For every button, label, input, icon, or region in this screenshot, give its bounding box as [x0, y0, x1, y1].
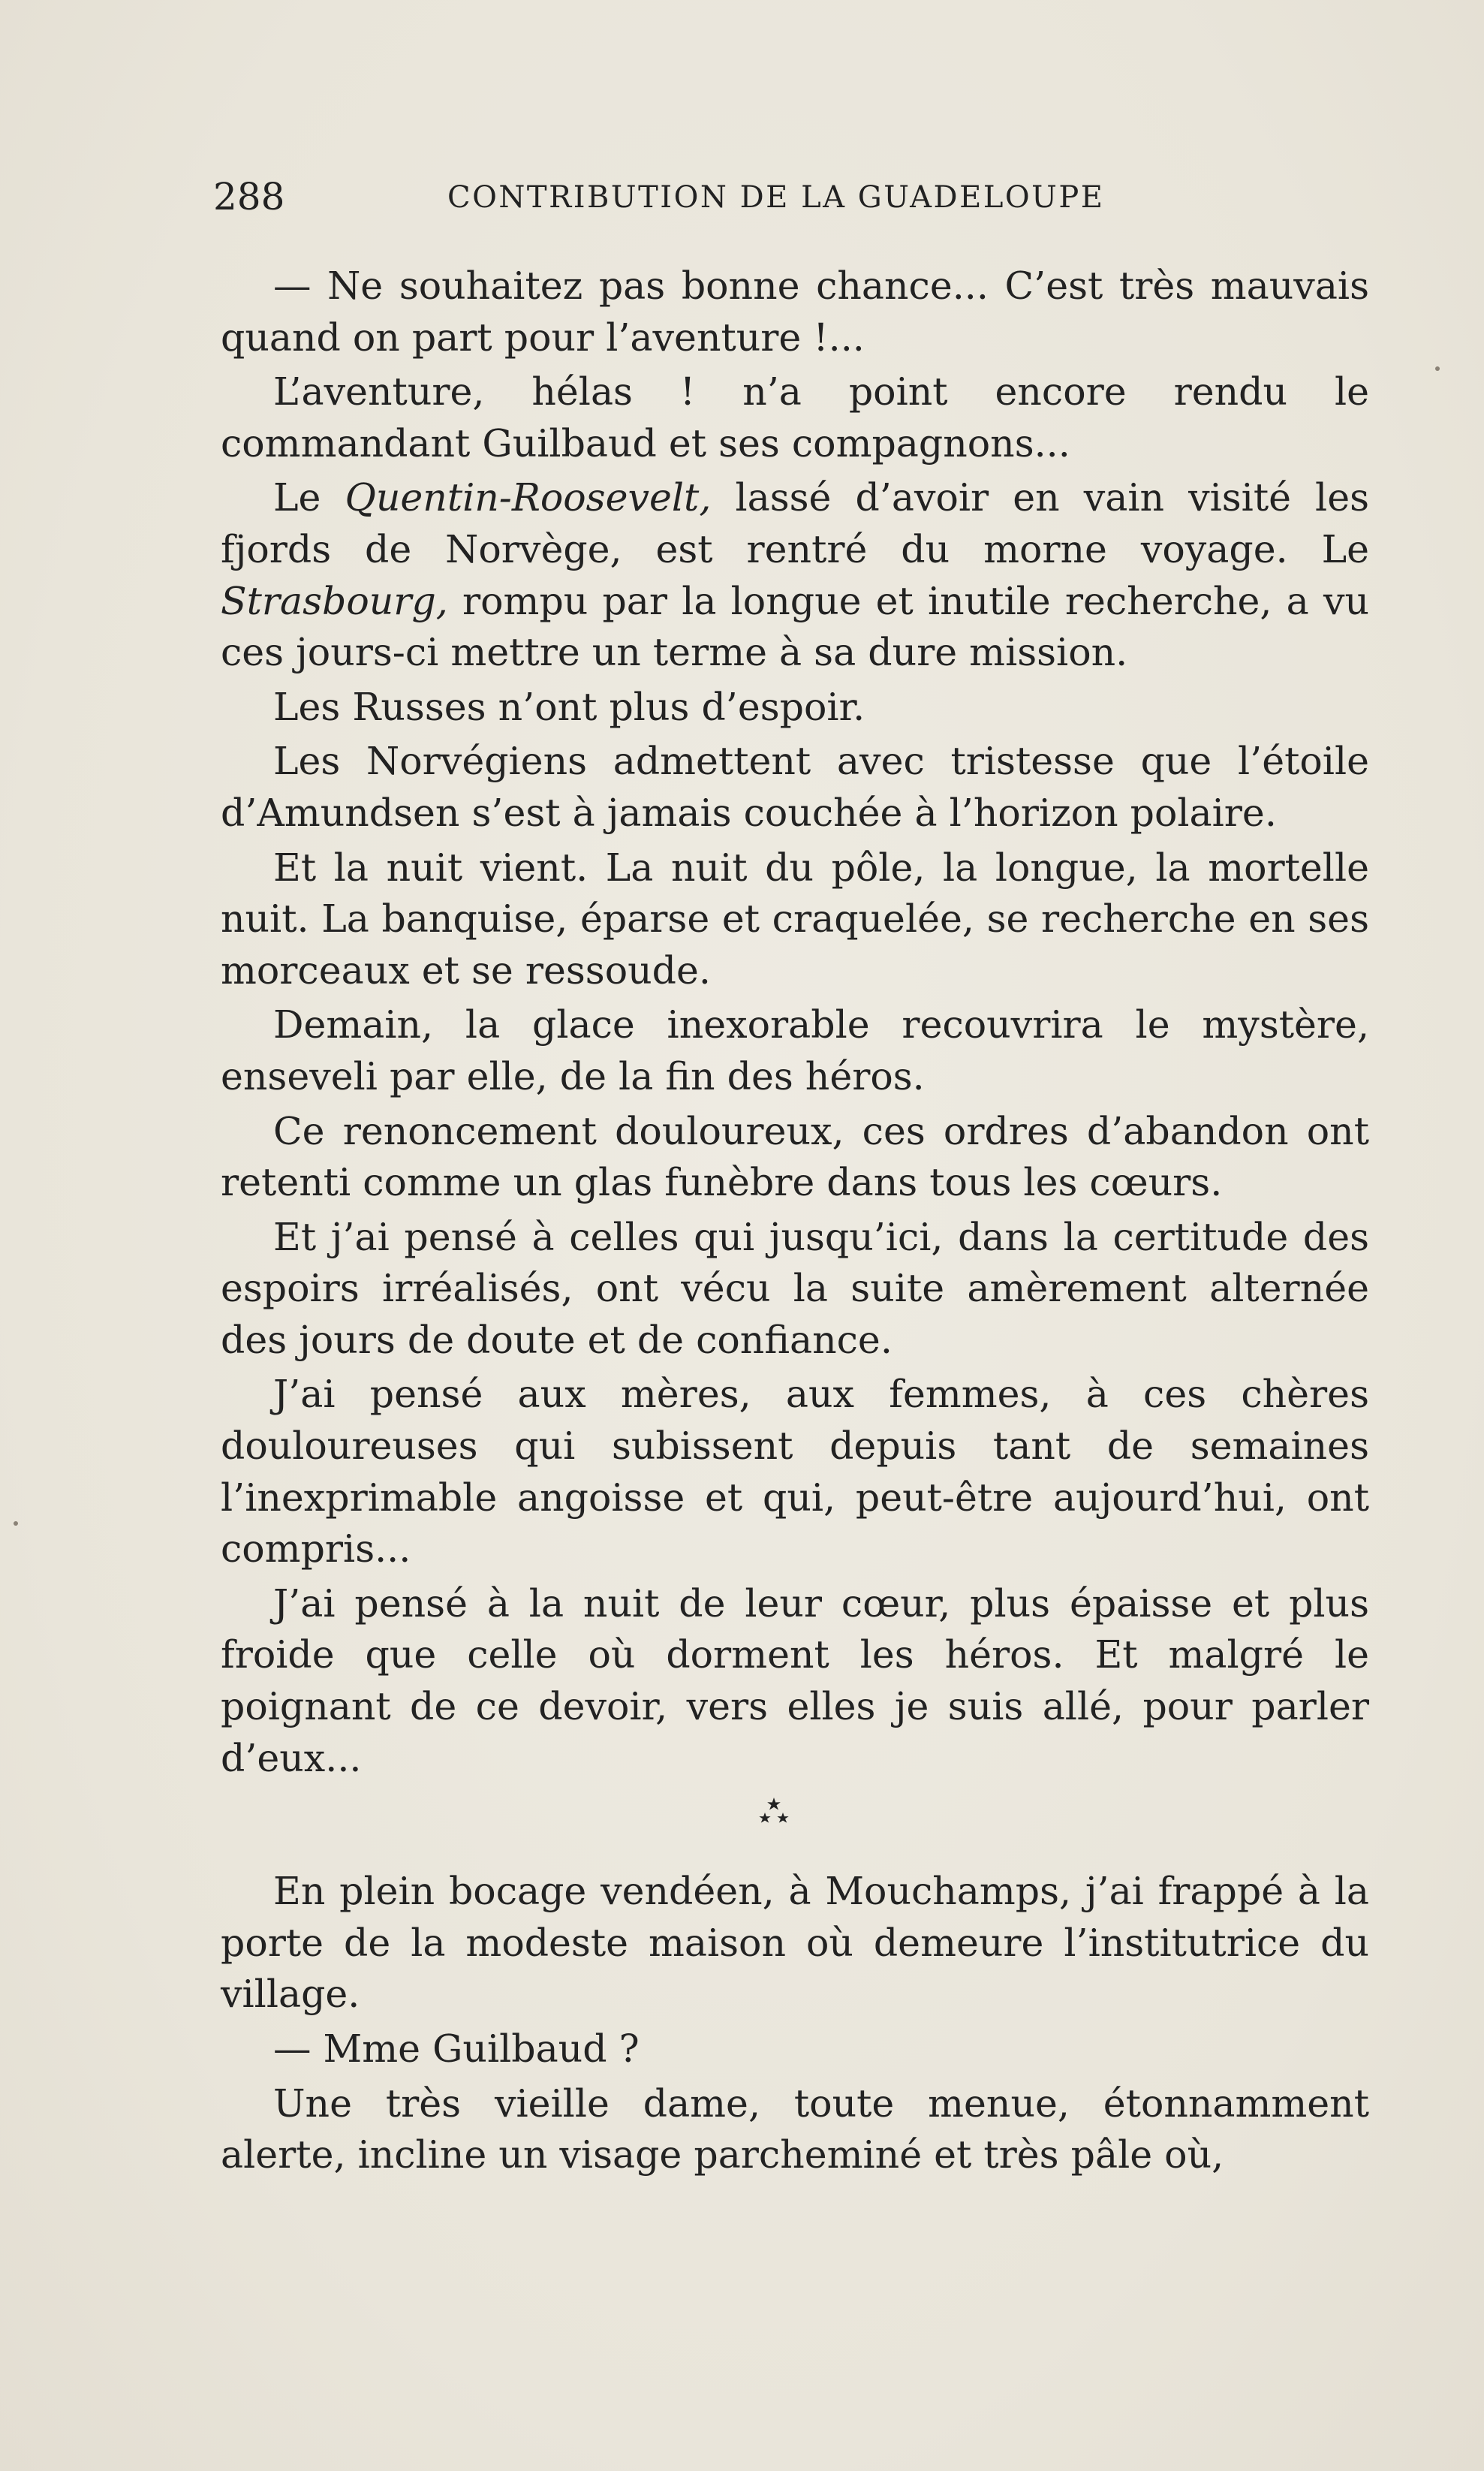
- paragraph: L’aventure, hélas ! n’a point encore rendu le commandant Guilbaud et ses compagnons...: [221, 369, 1369, 466]
- body-text: [221, 261, 1369, 2181]
- paragraph: En plein bocage vendéen, à Mouchamps, j’ai frappé à la porte de la modeste maison où demeure l’institutrice du village.: [221, 1869, 1369, 2017]
- paragraph: — Mme Guilbaud ?: [273, 2027, 640, 2071]
- paragraph: Et j’ai pensé à celles qui jusqu’ici, dans la certitude des espoirs irréalisés, ont vécu la suite amèrement alternée des jours de doute et de confiance.: [221, 1214, 1369, 1362]
- paragraph: J’ai pensé à la nuit de leur cœur, plus épaisse et plus froide que celle où dorment les héros. Et malgré le poignant de ce devoir, vers elles je suis allé, pour parler d’eux...: [221, 1581, 1369, 1780]
- paragraph: [221, 472, 1369, 678]
- paragraph: J’ai pensé aux mères, aux femmes, à ces chères douloureuses qui subissent depuis tant de semaines l’inexprimable angoisse et qui, peut-être aujourd’hui, ont compris...: [221, 1372, 1369, 1571]
- paragraph-text: Le: [273, 475, 345, 520]
- paragraph: Demain, la glace inexorable recouvrira le mystère, enseveli par elle, de la fin des héros.: [221, 1002, 1369, 1098]
- page-header: [213, 174, 1369, 219]
- paragraph: Les Russes n’ont plus d’espoir.: [273, 684, 865, 729]
- paragraph: Et la nuit vient. La nuit du pôle, la longue, la mortelle nuit. La banquise, éparse et craquelée, se recherche en ses morceaux et se ressoude.: [221, 845, 1369, 993]
- asterism-icon: [759, 1796, 789, 1829]
- page-number: 288: [213, 175, 285, 218]
- ship-name-italic: Strasbourg,: [221, 578, 448, 623]
- paragraph-text: rompu par la longue et inutile recherche, a vu ces jours-ci mettre un terme à sa dure mission.: [221, 578, 1369, 675]
- paper-speck: [1435, 366, 1440, 371]
- paragraph: Les Norvégiens admettent avec tristesse que l’étoile d’Amundsen s’est à jamais couchée à l’horizon polaire.: [221, 739, 1369, 835]
- paragraph: — Ne souhaitez pas bonne chance... C’est très mauvais quand on part pour l’aventure !...: [221, 264, 1369, 360]
- paragraph: Ce renoncement douloureux, ces ordres d’abandon ont retenti comme un glas funèbre dans tous les cœurs.: [221, 1108, 1369, 1205]
- running-title: CONTRIBUTION DE LA GUADELOUPE: [447, 180, 1105, 215]
- paper-speck: [14, 1521, 18, 1526]
- paragraph-text: lassé d’avoir en vain visité les fjords de Norvège, est rentré du morne voyage. Le: [221, 475, 1369, 571]
- ship-name-italic: Quentin-Roosevelt,: [345, 475, 712, 520]
- section-break: [221, 1784, 1369, 1866]
- paragraph: Une très vieille dame, toute menue, étonnamment alerte, incline un visage parcheminé et très pâle où,: [221, 2081, 1369, 2177]
